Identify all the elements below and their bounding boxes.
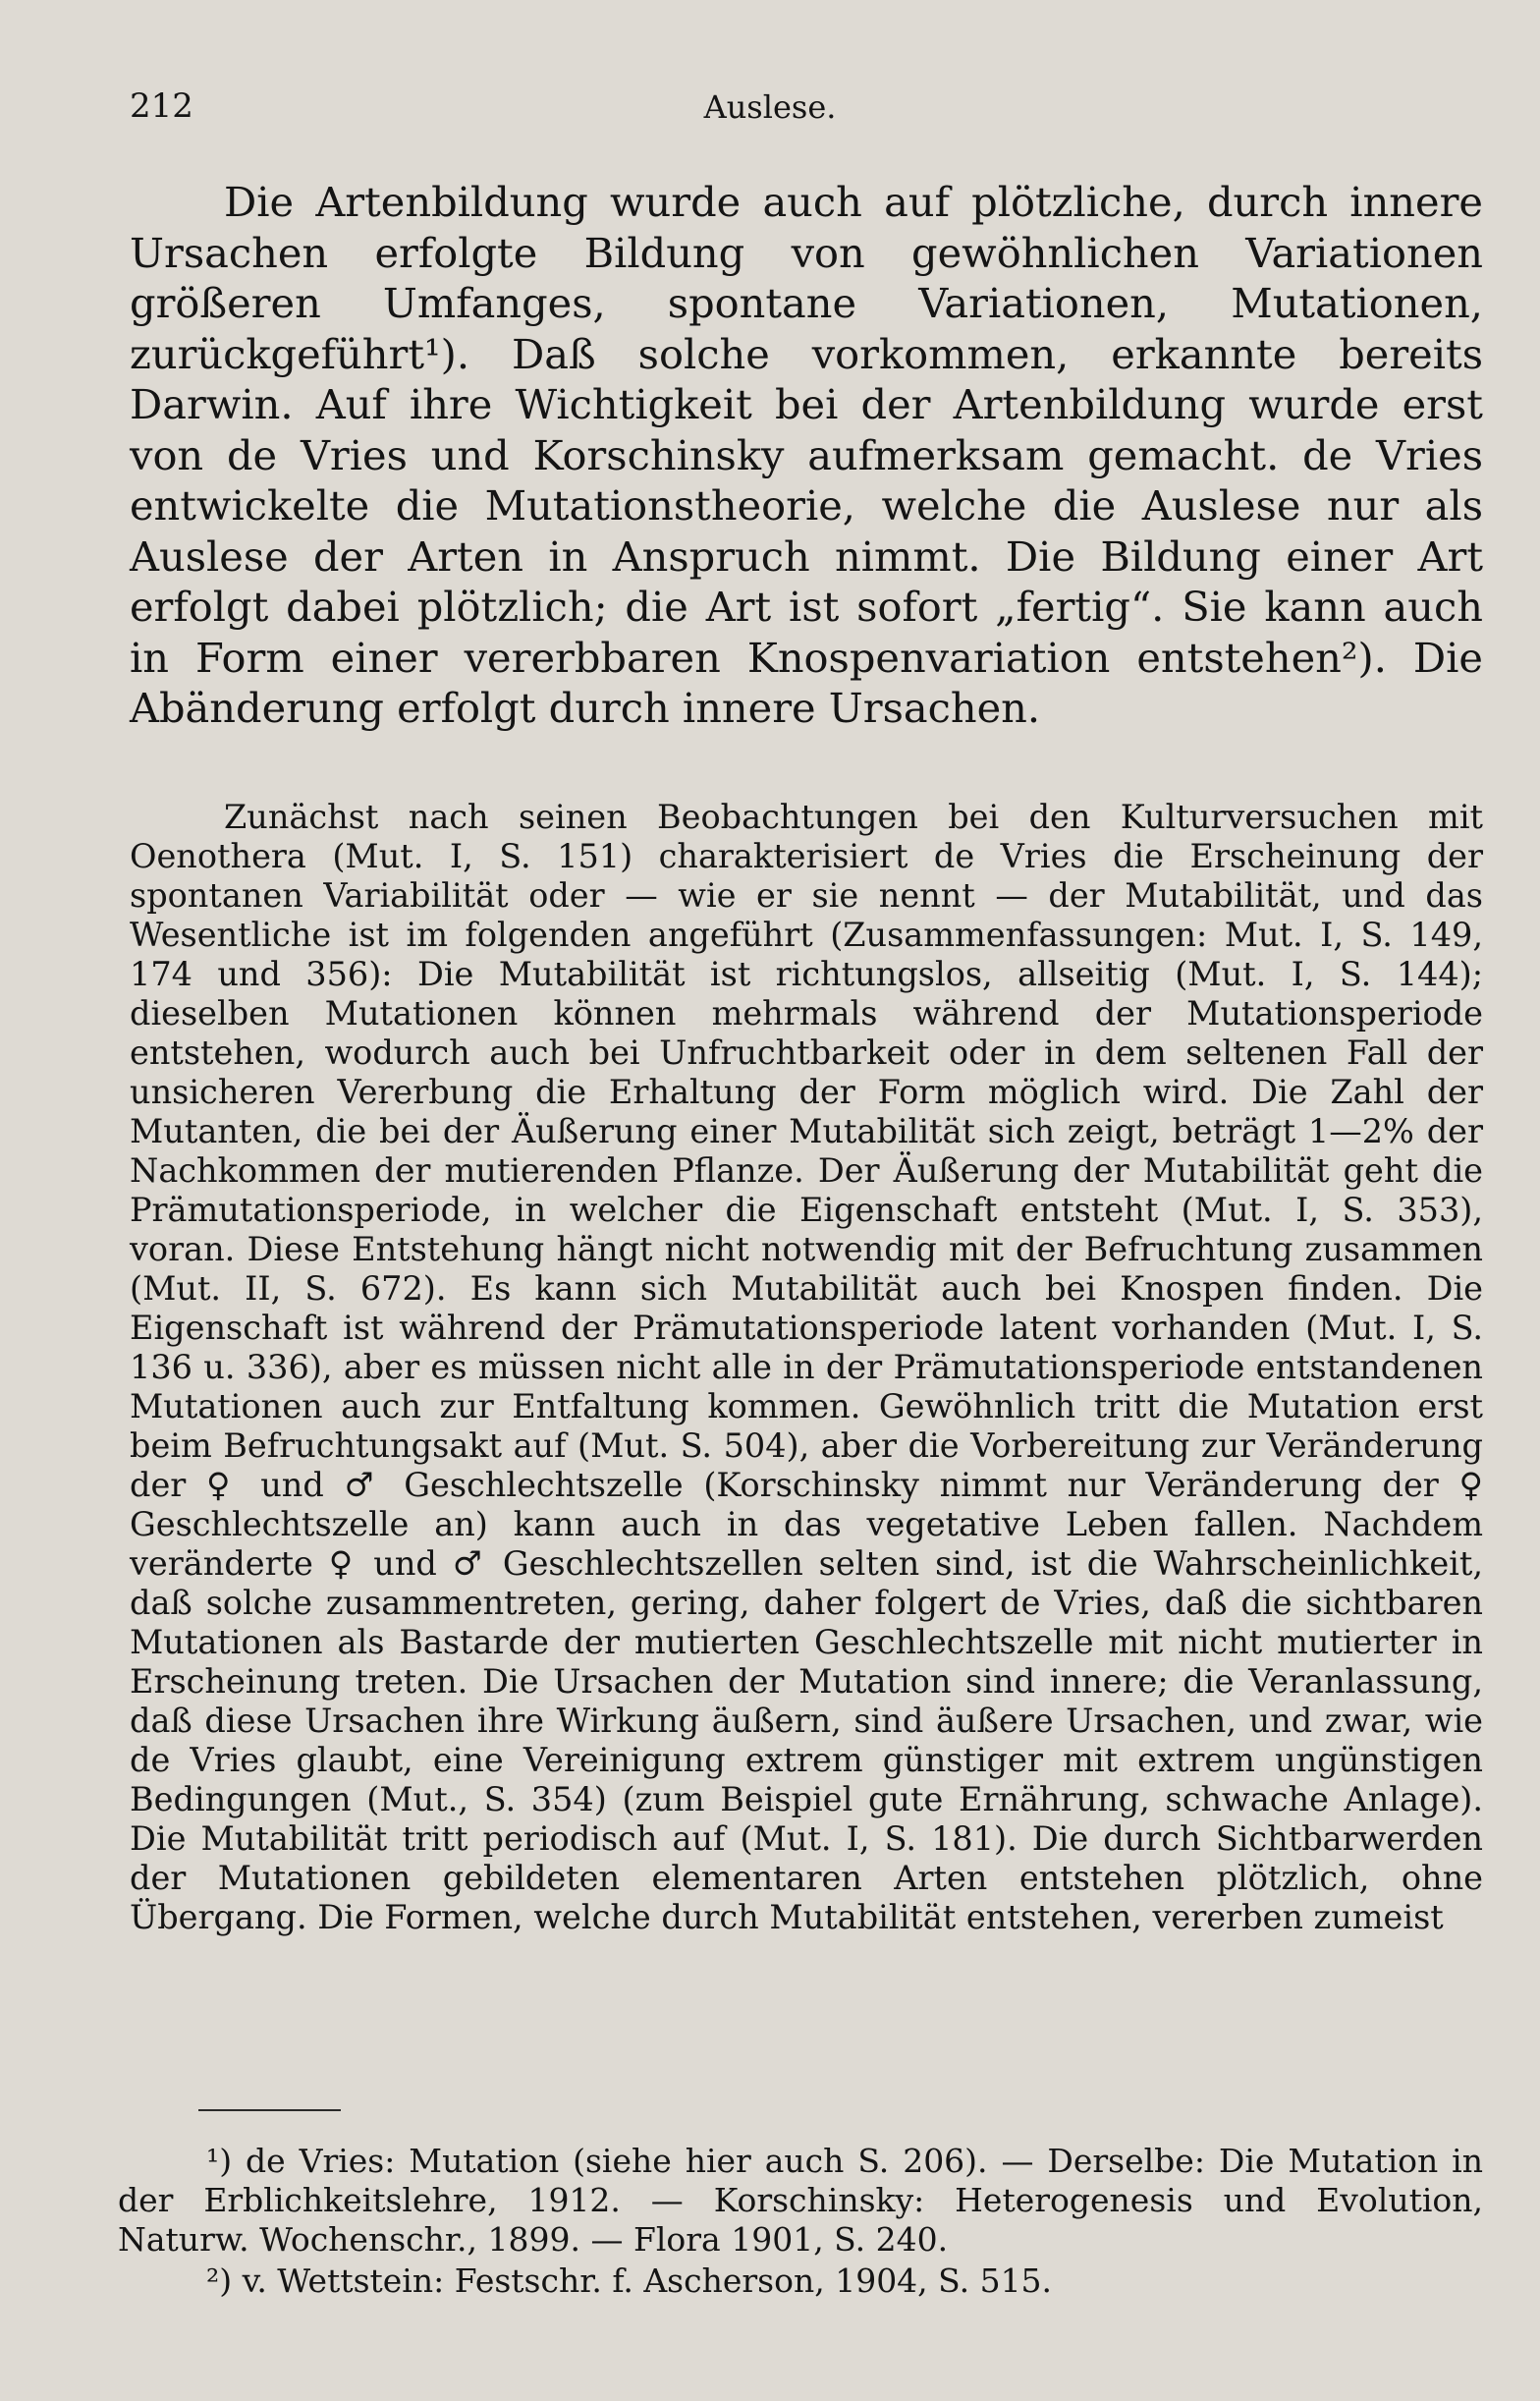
running-head: Auslese. bbox=[703, 88, 837, 126]
main-paragraph-text: Die Artenbildung wurde auch auf plötzliche, durch innere Ursachen erfolgte Bildung von gewöhnlichen Variationen größeren Umfanges, spontane Variationen, Mutationen, zurückgeführt¹). Daß solche vorkommen, erkannte bereits Darwin. Auf ihre Wichtigkeit bei der Artenbildung wurde erst von de Vries und Korschinsky aufmerksam gemacht. de Vries entwickelte die Mutationstheorie, welche die Auslese nur als Auslese der Arten in Anspruch nimmt. Die Bildung einer Art erfolgt dabei plötzlich; die Art ist sofort „fertig“. Sie kann auch in Form einer vererbbaren Knospenvariation entstehen²). Die Abänderung erfolgt durch innere Ursachen. bbox=[130, 178, 1483, 732]
page-header bbox=[0, 86, 1540, 138]
footnote-separator bbox=[198, 2109, 341, 2111]
small-print-paragraph-text: Zunächst nach seinen Beobachtungen bei den Kulturversuchen mit Oenothera (Mut. I, S. 151) charakterisiert de Vries die Erscheinung der spontanen Variabilität oder — wie er sie nennt — der Mutabilität, und das Wesentliche ist im folgenden angeführt (Zusammenfassungen: Mut. I, S. 149, 174 und 356): Die Mutabilität ist richtungslos, allseitig (Mut. I, S. 144); dieselben Mutationen können mehrmals während der Mutationsperiode entstehen, wodurch auch bei Unfruchtbarkeit oder in dem seltenen Fall der unsicheren Vererbung die Erhaltung der Form möglich wird. Die Zahl der Mutanten, die bei der Äußerung einer Mutabilität sich zeigt, beträgt 1—2% der Nachkommen der mutierenden Pflanze. Der Äußerung der Mutabilität geht die Prämutationsperiode, in welcher die Eigenschaft entsteht (Mut. I, S. 353), voran. Diese Entstehung hängt nicht notwendig mit der Befruchtung zusammen (Mut. II, S. 672). Es kann sich Mutabilität auch bei Knospen finden. Die Eigenschaft ist während der Prämutationsperiode latent vorhanden (Mut. I, S. 136 u. 336), aber es müssen nicht alle in der Prämutationsperiode entstandenen Mutationen auch zur Entfaltung kommen. Gewöhnlich tritt die Mutation erst beim Befruchtungsakt auf (Mut. S. 504), aber die Vorbereitung zur Veränderung der ♀ und ♂ Geschlechtszelle (Korschinsky nimmt nur Veränderung der ♀ Geschlechtszelle an) kann auch in das vegetative Leben fallen. Nachdem veränderte ♀ und ♂ Geschlechtszellen selten sind, ist die Wahrscheinlichkeit, daß solche zusammentreten, gering, daher folgert de Vries, daß die sichtbaren Mutationen als Bastarde der mutierten Geschlechtszelle mit nicht mutierter in Erscheinung treten. Die Ursachen der Mutation sind innere; die Veranlassung, daß diese Ursachen ihre Wirkung äußern, sind äußere Ursachen, und zwar, wie de Vries glaubt, eine Vereinigung extrem günstiger mit extrem ungünstigen Bedingungen (Mut., S. 354) (zum Beispiel gute Ernährung, schwache Anlage). Die Mutabilität tritt periodisch auf (Mut. I, S. 181). Die durch Sichtbarwerden der Mutationen gebildeten elementaren Arten entstehen plötzlich, ohne Übergang. Die Formen, welche durch Mutabilität entstehen, vererben zumeist bbox=[130, 798, 1483, 1936]
small-print-paragraph bbox=[130, 798, 1483, 1937]
page-number: 212 bbox=[130, 86, 193, 126]
footnote-2: ²) v. Wettstein: Festschr. f. Ascherson, 1904, S. 515. bbox=[206, 2261, 1053, 2300]
main-paragraph bbox=[130, 177, 1483, 734]
footnote-1: ¹) de Vries: Mutation (siehe hier auch S. 206). — Derselbe: Die Mutation in der Erblichkeitslehre, 1912. — Korschinsky: Heterogenesis und Evolution, Naturw. Wochenschr., 1899. — Flora 1901, S. 240. bbox=[118, 2142, 1483, 2259]
